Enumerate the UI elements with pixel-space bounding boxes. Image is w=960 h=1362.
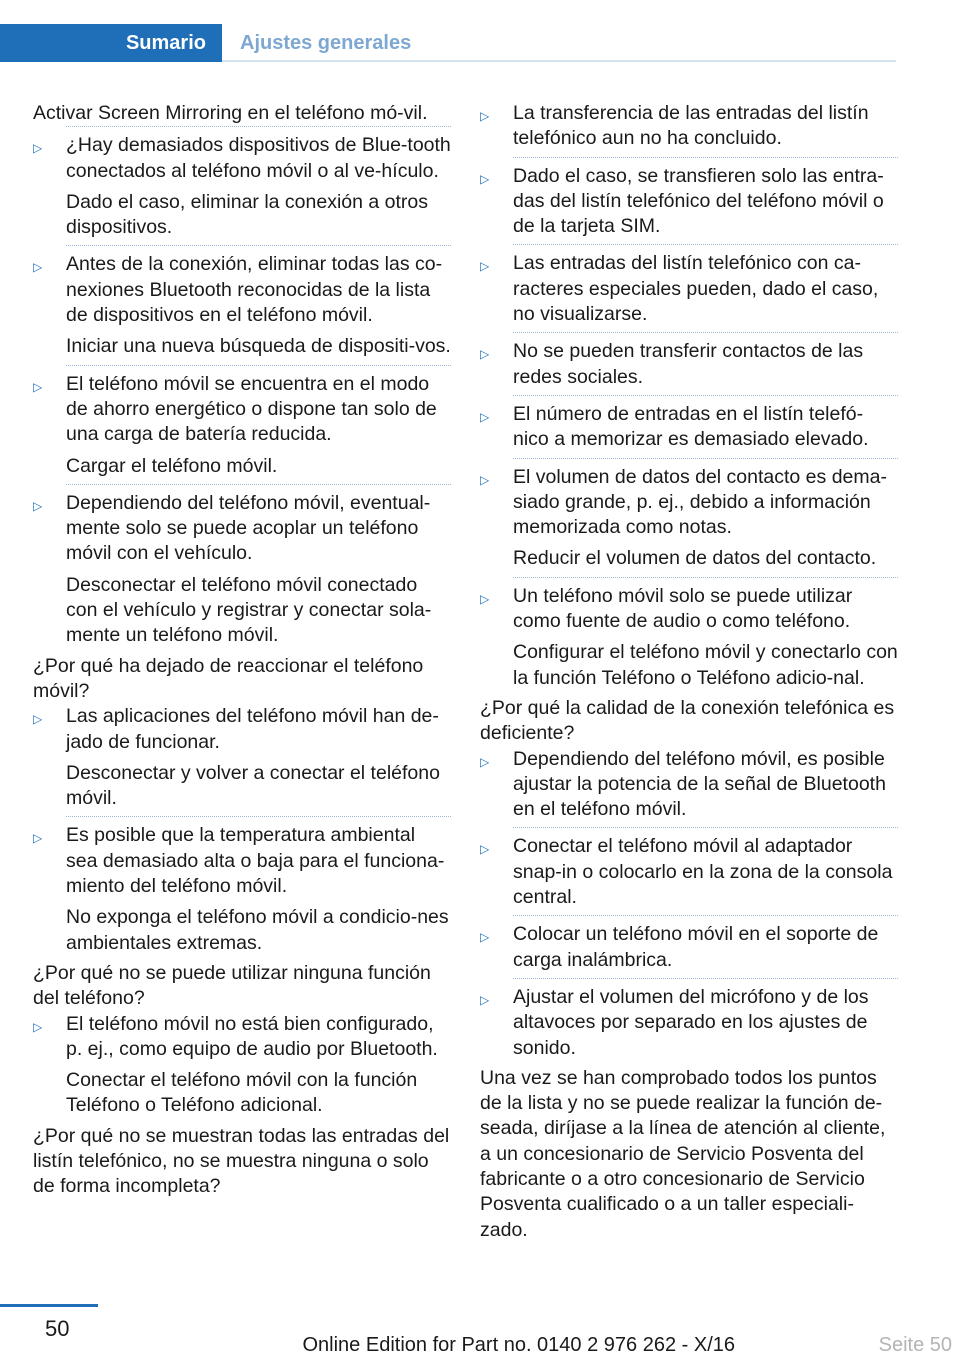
list-item [480,747,898,823]
triangle-right-icon: ▷ [480,591,490,606]
divider [513,395,898,396]
item-remedy: No exponga el teléfono móvil a condicio-nes ambientales extremas. [66,906,449,954]
item-text: Conectar el teléfono móvil al adaptador snap-in o colocarlo en la zona de la consola central. [513,835,893,909]
divider [513,827,898,828]
triangle-right-icon: ▷ [480,109,490,123]
tab-ajustes-generales[interactable]: Ajustes generales [240,31,412,54]
item-text: El teléfono móvil se encuentra en el modo de ahorro energético o dispone tan solo de una carga de batería reducida. [66,372,437,446]
question: ¿Por qué no se muestran todas las entradas del listín telefónico, no se muestra ninguna o solo de forma incompleta? [33,1124,450,1198]
triangle-right-icon: ▷ [33,831,43,846]
triangle-right-icon: ▷ [33,141,43,156]
item-text: Las entradas del listín telefónico con ca-racteres especiales pueden, dado el caso, no visualizarse. [513,252,879,326]
triangle-right-icon: ▷ [33,1019,43,1034]
list-item [33,491,451,649]
triangle-right-icon: ▷ [480,842,490,857]
triangle-right-icon: ▷ [480,259,490,274]
divider [66,245,451,246]
item-text: La transferencia de las entradas del listín telefónico aun no ha concluido. [513,102,869,150]
list-item [480,164,898,240]
list-item [480,922,898,973]
item-text: ¿Hay demasiados dispositivos de Blue-tooth conectados al teléfono móvil o al ve-hículo. [66,134,451,182]
item-remedy: Desconectar el teléfono móvil conectado con el vehículo y registrar y conectar sola-mente un teléfono móvil. [66,573,432,647]
item-text: Las aplicaciones del teléfono móvil han de-jado de funcionar. [66,705,439,753]
list-item [33,252,451,359]
item-remedy: Reducir el volumen de datos del contacto. [513,547,877,570]
list-item [33,1012,451,1119]
list-item [480,101,898,152]
divider [513,244,898,245]
triangle-right-icon: ▷ [33,712,43,727]
triangle-right-icon: ▷ [480,472,490,487]
edition-note: Online Edition for Part no. 0140 2 976 262 - X/16 [302,1334,735,1356]
triangle-right-icon: ▷ [480,347,490,362]
triangle-right-icon: ▷ [480,409,490,424]
item-text: Colocar un teléfono móvil en el soporte de carga inalámbrica. [513,923,879,971]
list-item [480,339,898,390]
item-remedy: Configurar el teléfono móvil y conectarlo con la función Teléfono o Teléfono adicio-nal. [513,641,898,689]
divider [66,484,451,485]
item-text: El número de entradas en el listín telefó-nico a memorizar es demasiado elevado. [513,402,869,451]
list-item [480,985,898,1061]
list-item [33,133,451,240]
item-text: Dependiendo del teléfono móvil, eventual-mente solo se puede acoplar un teléfono móvil con el vehículo. [66,491,431,565]
triangle-right-icon: ▷ [33,260,43,275]
list-item [480,465,898,572]
tab-sumario[interactable]: Sumario [0,24,222,62]
item-text: Un teléfono móvil solo se puede utilizar como fuente de audio o como teléfono. [513,584,853,633]
list-item [480,834,898,910]
item-text: El volumen de datos del contacto es dema-siado grande, p. ej., debido a información memorizada como notas. [513,465,887,539]
list-item [33,372,451,479]
item-remedy: Conectar el teléfono móvil con la función Teléfono o Teléfono adicional. [66,1069,418,1117]
item-remedy: Desconectar y volver a conectar el teléfono móvil. [66,761,440,810]
divider [513,458,898,459]
item-text: Es posible que la temperatura ambiental sea demasiado alta o baja para el funciona-miento del teléfono móvil. [66,824,445,898]
triangle-right-icon: ▷ [480,992,490,1007]
list-item [480,251,898,327]
list-item [33,704,451,811]
triangle-right-icon: ▷ [480,171,490,186]
item-remedy: Iniciar una nueva búsqueda de dispositi-vos. [66,335,451,358]
divider [513,157,898,158]
divider [66,126,451,127]
question: ¿Por qué ha dejado de reaccionar el teléfono móvil? [33,654,424,702]
divider [513,915,898,916]
triangle-right-icon: ▷ [480,754,490,769]
page-number: 50 [45,1316,70,1341]
item-text: No se pueden transferir contactos de las redes sociales. [513,340,864,388]
triangle-right-icon: ▷ [33,379,43,394]
watermark: Seite 50 [878,1334,952,1356]
divider [66,816,451,817]
list-item [480,402,898,453]
divider [66,365,451,366]
triangle-right-icon: ▷ [33,498,43,513]
item-remedy: Cargar el teléfono móvil. [66,454,278,477]
divider [513,577,898,578]
question: ¿Por qué no se puede utilizar ninguna función del teléfono? [33,961,431,1010]
divider [513,978,898,979]
item-remedy: Dado el caso, eliminar la conexión a otros dispositivos. [66,190,429,239]
header-divider [222,60,896,62]
list-item [480,584,898,691]
item-text: Dado el caso, se transfieren solo las entra-das del listín telefónico del teléfono móvil o de la tarjeta SIM. [513,164,884,238]
right-column [480,101,898,1243]
left-column [33,101,451,1200]
item-text: Ajustar el volumen del micrófono y de los altavoces por separado en los ajustes de sonido. [513,985,869,1059]
footer-divider [0,1304,98,1307]
paragraph: Activar Screen Mirroring en el teléfono mó-vil. [33,102,428,124]
list-item [33,823,451,955]
page-header [0,0,960,64]
item-text: Antes de la conexión, eliminar todas las co-nexiones Bluetooth reconocidas de la lista de dispositivos en el teléfono móvil. [66,253,443,327]
question: ¿Por qué la calidad de la conexión telefónica es deficiente? [480,696,895,745]
divider [513,332,898,333]
closing-paragraph: Una vez se han comprobado todos los puntos de la lista y no se puede realizar la función de-seada, diríjase a la línea de atención al cliente, a un concesionario de Servicio Posventa del fabricante o a otro concesionario de Servicio Posventa cualificado o a un taller especiali-zado. [480,1066,886,1241]
item-text: Dependiendo del teléfono móvil, es posible ajustar la potencia de la señal de Bluetooth en el teléfono móvil. [513,747,886,821]
triangle-right-icon: ▷ [480,930,490,945]
item-text: El teléfono móvil no está bien configurado, p. ej., como equipo de audio por Bluetooth. [66,1012,438,1060]
